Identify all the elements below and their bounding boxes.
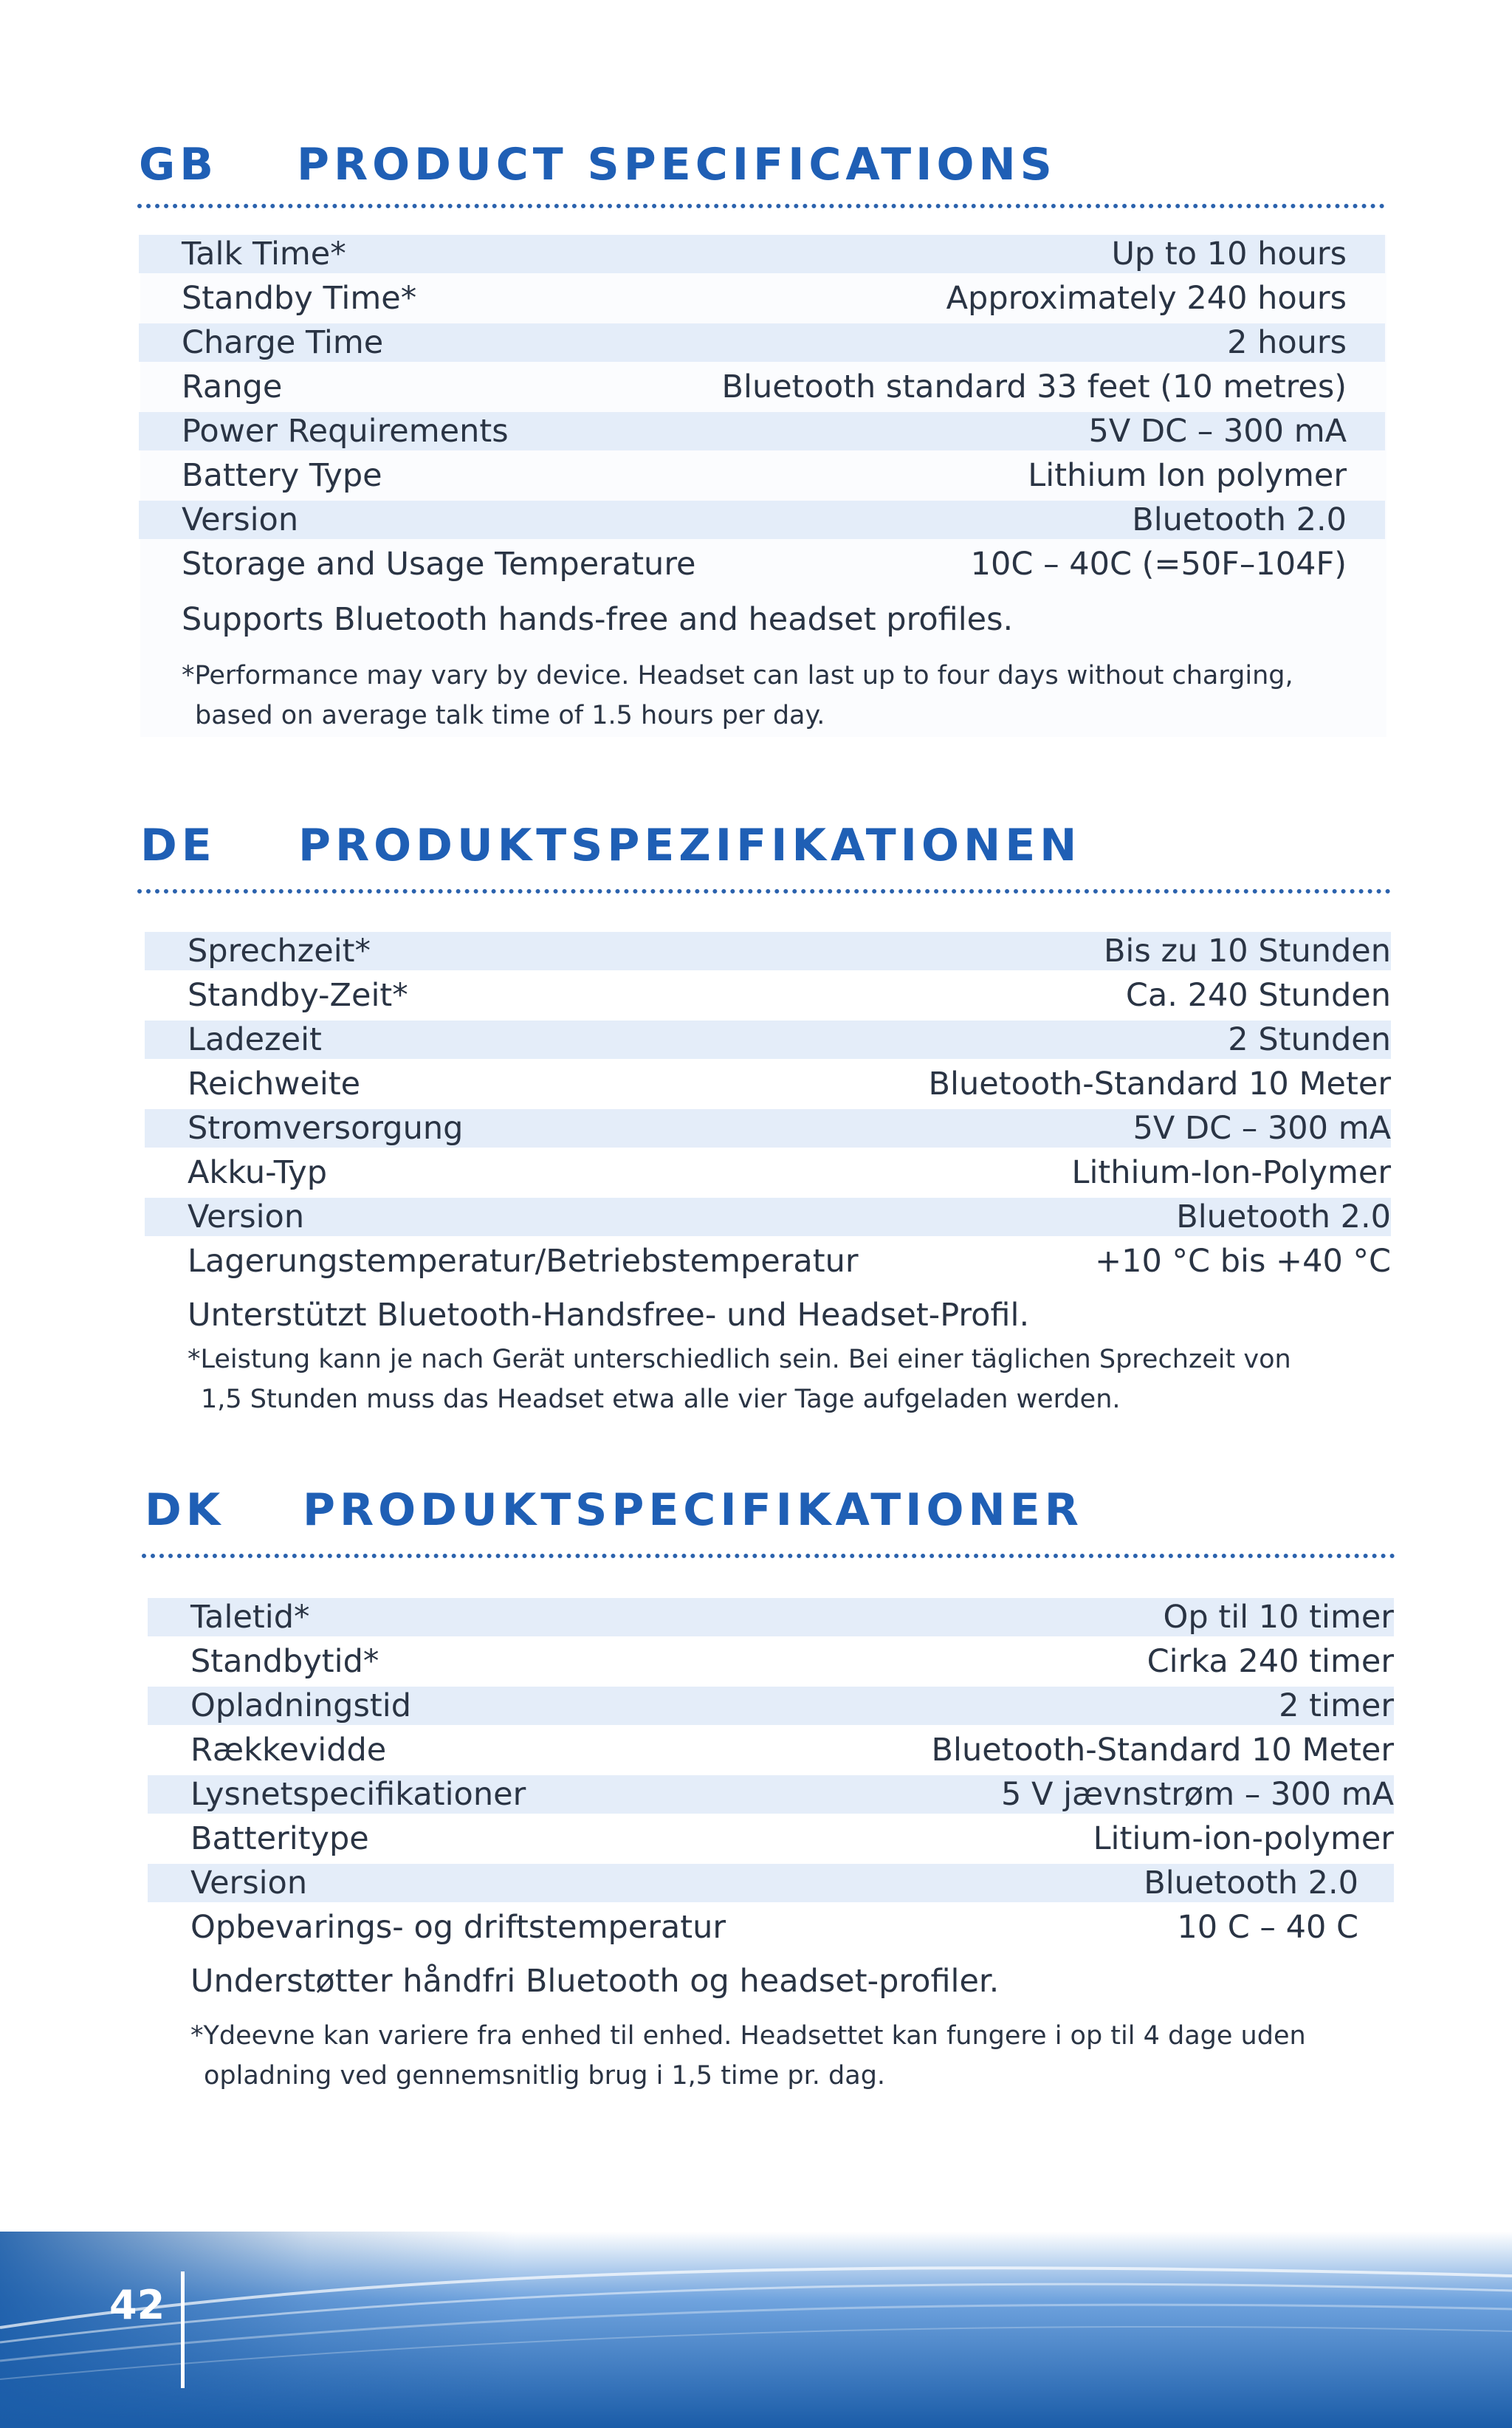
spec-label: Standbytid* <box>190 1643 379 1680</box>
spec-label: Opbevarings- og driftstemperatur <box>190 1909 726 1946</box>
spec-value: Up to 10 hours <box>1111 236 1347 272</box>
spec-value: Bluetooth 2.0 <box>1132 501 1347 538</box>
spec-value: Lithium-Ion-Polymer <box>1071 1154 1391 1191</box>
spec-label: Ladezeit <box>188 1021 322 1058</box>
spec-row <box>148 1775 1394 1814</box>
spec-row <box>139 456 1385 495</box>
spec-row <box>145 1153 1391 1192</box>
spec-value: Litium-ion-polymer <box>1093 1820 1394 1857</box>
spec-value: 5 V jævnstrøm – 300 mA <box>1001 1776 1394 1813</box>
spec-label: Lagerungstemperatur/Betriebstemperatur <box>188 1243 859 1280</box>
spec-row <box>139 235 1385 273</box>
spec-label: Sprechzeit* <box>188 933 371 970</box>
spec-row <box>139 279 1385 318</box>
spec-label: Standby-Zeit* <box>188 977 408 1014</box>
spec-row <box>148 1598 1394 1636</box>
gb-section-heading: PRODUCT SPECIFICATIONS <box>297 139 1056 191</box>
de-section-heading: PRODUKTSPEZIFIKATIONEN <box>298 820 1082 871</box>
spec-label: Battery Type <box>182 457 382 494</box>
spec-value: Approximately 240 hours <box>946 280 1347 317</box>
gb-section-code: GB <box>139 139 218 191</box>
spec-label: Lysnetspecifikationer <box>190 1776 526 1813</box>
spec-value: 10C – 40C (=50F–104F) <box>970 546 1347 583</box>
de-section-code: DE <box>140 820 216 871</box>
spec-value: Lithium Ion polymer <box>1028 457 1347 494</box>
de-dotted-divider <box>137 889 1391 894</box>
spec-label: Opladningstid <box>190 1687 411 1724</box>
spec-label: Charge Time <box>182 324 384 361</box>
gb-dotted-divider <box>137 204 1385 208</box>
spec-value: 5V DC – 300 mA <box>1088 413 1347 450</box>
de-footnote-line-2: 1,5 Stunden muss das Headset etwa alle vier Tage aufgeladen werden. <box>201 1385 1121 1414</box>
dk-footnote-line-2: opladning ved gennemsnitlig brug i 1,5 time pr. dag. <box>204 2061 886 2091</box>
gb-footnote-line-2: based on average talk time of 1.5 hours per day. <box>195 701 825 730</box>
dk-dotted-divider <box>142 1554 1395 1558</box>
gb-section-title <box>139 139 1056 191</box>
spec-value: Cirka 240 timer <box>1147 1643 1394 1680</box>
spec-label: Version <box>188 1198 305 1235</box>
spec-label: Stromversorgung <box>188 1110 464 1147</box>
page-number: 42 <box>109 2282 165 2328</box>
spec-row <box>148 1864 1394 1902</box>
spec-label: Storage and Usage Temperature <box>182 546 696 583</box>
spec-value: Bis zu 10 Stunden <box>1103 933 1391 970</box>
dk-footnote-line-1: *Ydeevne kan variere fra enhed til enhed. Headsettet kan fungere i op til 4 dage uden <box>190 2021 1306 2051</box>
dk-footnote <box>190 2016 1306 2096</box>
spec-value: Bluetooth 2.0 <box>1176 1198 1391 1235</box>
spec-value: Bluetooth standard 33 feet (10 metres) <box>721 368 1347 405</box>
spec-row <box>139 545 1385 583</box>
spec-value: +10 °C bis +40 °C <box>1095 1243 1391 1280</box>
spec-value: 2 hours <box>1227 324 1347 361</box>
spec-row <box>148 1642 1394 1681</box>
spec-row <box>145 1065 1391 1103</box>
spec-row <box>145 976 1391 1015</box>
de-profile-support-text: Unterstützt Bluetooth-Handsfree- und Headset-Profil. <box>188 1297 1030 1334</box>
spec-label: Version <box>182 501 299 538</box>
de-section-title <box>140 820 1081 871</box>
spec-row <box>145 1109 1391 1148</box>
spec-row <box>145 1242 1391 1280</box>
spec-label: Reichweite <box>188 1066 361 1102</box>
spec-value: Bluetooth 2.0 <box>1144 1865 1358 1901</box>
spec-label: Rækkevidde <box>190 1732 387 1769</box>
spec-label: Range <box>182 368 283 405</box>
spec-label: Standby Time* <box>182 280 417 317</box>
spec-row <box>145 1021 1391 1059</box>
spec-row <box>148 1687 1394 1725</box>
spec-label: Akku-Typ <box>188 1154 328 1191</box>
spec-value: 2 Stunden <box>1228 1021 1391 1058</box>
gb-footnote <box>182 656 1293 735</box>
spec-value: 5V DC – 300 mA <box>1133 1110 1391 1147</box>
spec-label: Power Requirements <box>182 413 509 450</box>
dk-section-title <box>145 1484 1083 1536</box>
spec-label: Talk Time* <box>182 236 346 272</box>
spec-value: Bluetooth-Standard 10 Meter <box>931 1732 1394 1769</box>
spec-value: 10 C – 40 C <box>1177 1909 1358 1946</box>
dk-section-code: DK <box>145 1484 225 1536</box>
de-footnote-line-1: *Leistung kann je nach Gerät unterschiedlich sein. Bei einer täglichen Sprechzeit von <box>188 1345 1291 1374</box>
spec-value: Op til 10 timer <box>1163 1599 1394 1636</box>
spec-row <box>145 1198 1391 1236</box>
spec-value: Ca. 240 Stunden <box>1125 977 1391 1014</box>
spec-value: Bluetooth-Standard 10 Meter <box>928 1066 1391 1102</box>
footer-wave-band <box>0 2232 1512 2428</box>
spec-value: 2 timer <box>1279 1687 1394 1724</box>
gb-profile-support-text: Supports Bluetooth hands-free and headset profiles. <box>182 601 1014 638</box>
dk-section-heading: PRODUKTSPECIFIKATIONER <box>303 1484 1083 1536</box>
de-footnote <box>188 1340 1291 1419</box>
page-number-divider <box>181 2271 185 2388</box>
spec-row <box>148 1820 1394 1858</box>
spec-label: Taletid* <box>190 1599 310 1636</box>
spec-row <box>148 1731 1394 1769</box>
spec-row <box>148 1908 1394 1947</box>
gb-footnote-line-1: *Performance may vary by device. Headset can last up to four days without charging, <box>182 661 1293 690</box>
spec-row <box>139 501 1385 539</box>
spec-row <box>139 323 1385 362</box>
spec-label: Version <box>190 1865 308 1901</box>
spec-row <box>145 932 1391 970</box>
dk-profile-support-text: Understøtter håndfri Bluetooth og headset-profiler. <box>190 1963 1000 2000</box>
spec-label: Batteritype <box>190 1820 369 1857</box>
spec-row <box>139 412 1385 450</box>
spec-row <box>139 368 1385 406</box>
